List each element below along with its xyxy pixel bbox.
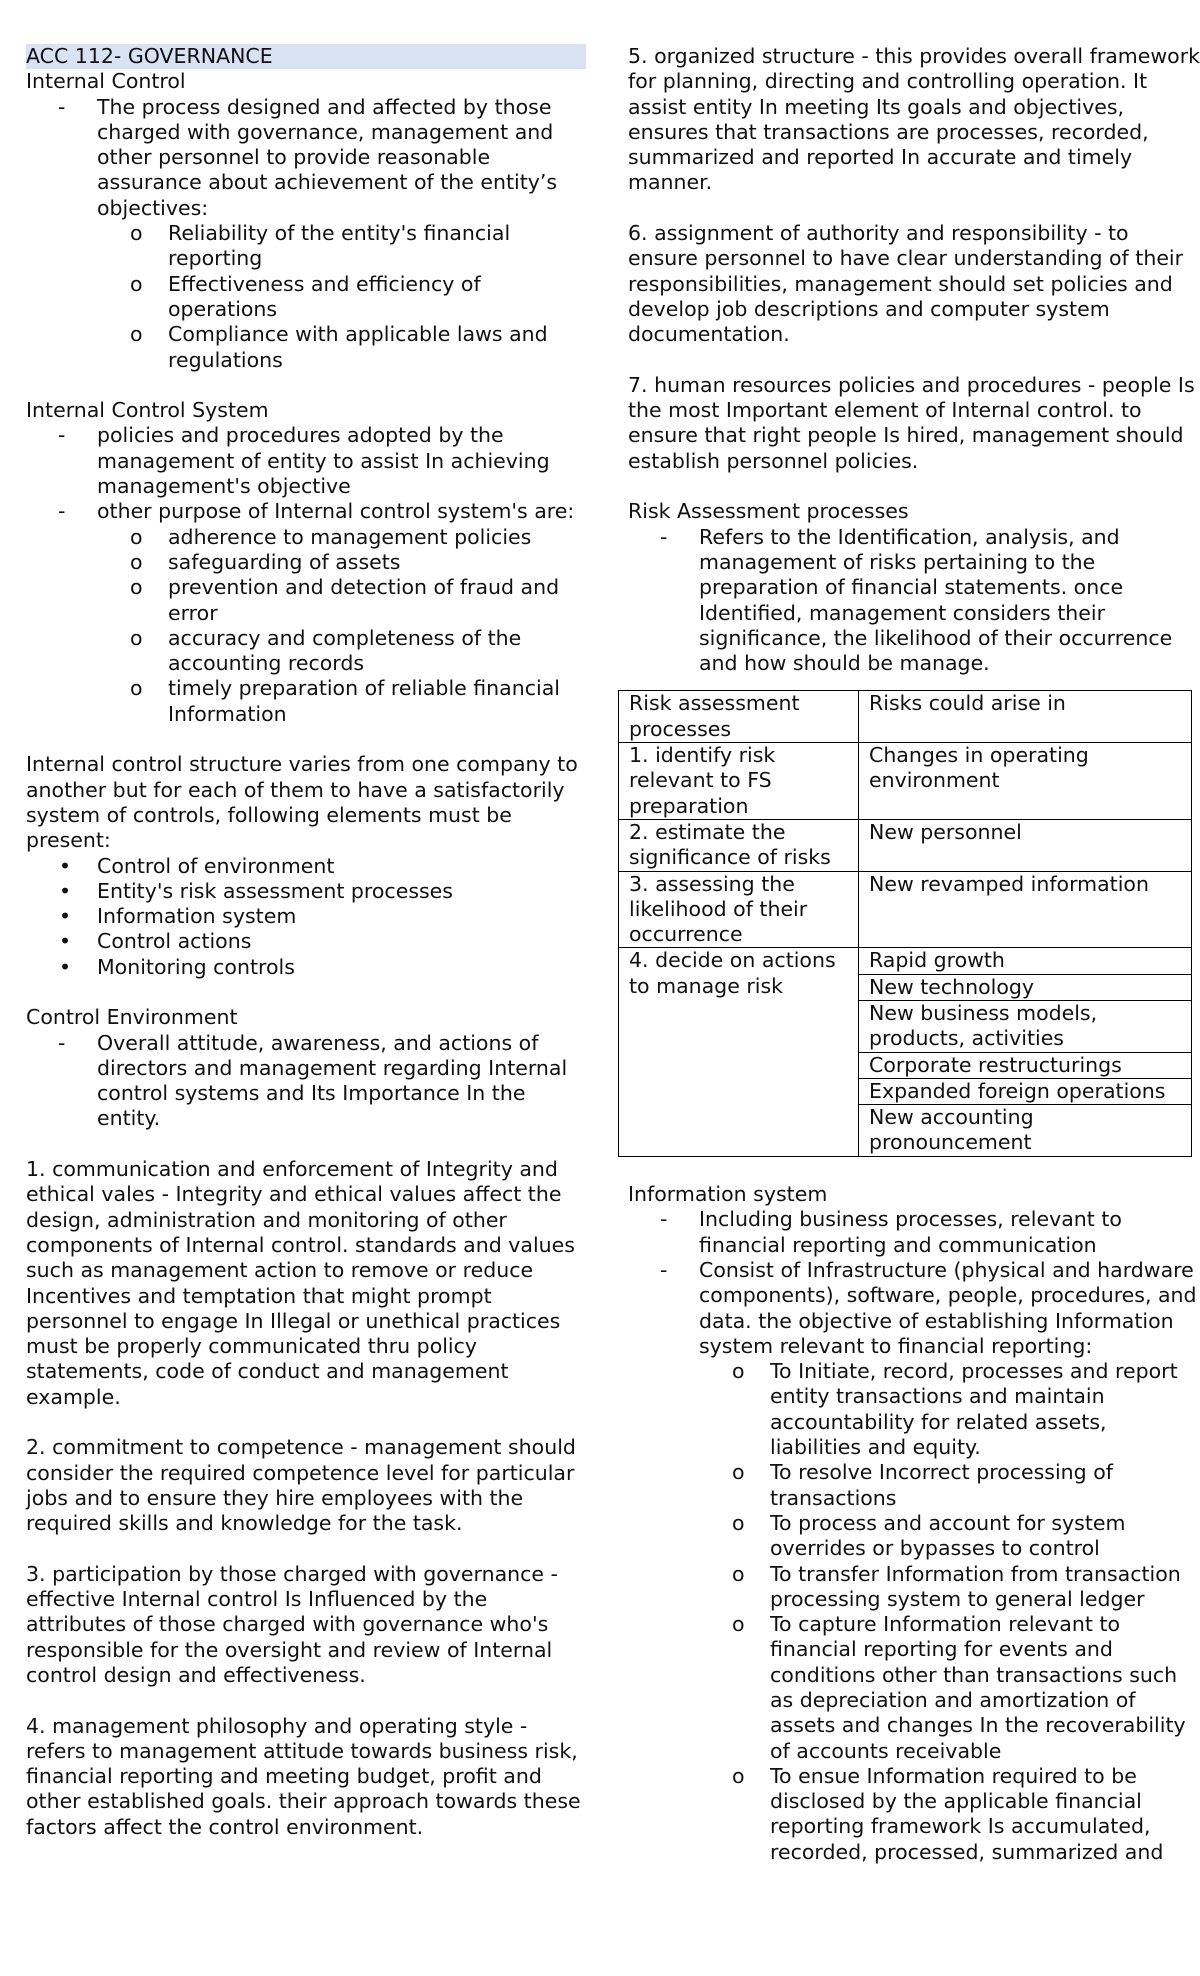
table-row bbox=[619, 871, 1192, 948]
risk-assessment-definition: Refers to the Identification, analysis, and management of risks pertaining to the preparation of financial statements. once Identified, management considers their significance, the likelihood of their occurrence and how should be manage. bbox=[699, 524, 1173, 676]
factor-paragraph: 1. communication and enforcement of Integrity and ethical vales - Integrity and ethical values affect the design, administration and monitoring of other components of Internal control. standards and values such as management action to remove or reduce Incentives and temptation that might prompt personnel to engage In Illegal or unethical practices must be properly communicated thru policy statements, code of conduct and management example. bbox=[26, 1157, 575, 1409]
table-cell: 3. assessing the likelihood of their occurrence bbox=[619, 871, 859, 948]
factor-paragraph: 4. management philosophy and operating style - refers to management attitude towards business risk, financial reporting and meeting budget, profit and other established goals. their approach towards these factors affect the control environment. bbox=[26, 1713, 581, 1839]
factor-paragraph: 6. assignment of authority and responsibility - to ensure personnel to have clear understanding of their responsibilities, management should set policies and develop job descriptions and computer system documentation. bbox=[628, 221, 1184, 347]
circle-marker: o bbox=[130, 322, 143, 347]
table-cell: New personnel bbox=[859, 819, 1192, 871]
element-text: Control of environment bbox=[97, 853, 335, 878]
list-item bbox=[26, 221, 586, 272]
document-title: ACC 112- GOVERNANCE bbox=[26, 44, 586, 69]
table-row bbox=[619, 948, 1192, 974]
table-cell: Risks could arise in bbox=[859, 691, 1192, 743]
list-item bbox=[26, 95, 586, 221]
bullet-marker: • bbox=[59, 954, 72, 979]
dash-marker: - bbox=[660, 1257, 668, 1282]
circle-marker: o bbox=[732, 1763, 745, 1788]
element-text: Control actions bbox=[97, 929, 252, 954]
objective-text: Reliability of the entity's financial reporting bbox=[168, 221, 511, 271]
circle-marker: o bbox=[130, 676, 143, 701]
purpose-text: prevention and detection of fraud and error bbox=[168, 575, 560, 625]
circle-marker: o bbox=[130, 625, 143, 650]
internal-control-heading: Internal Control bbox=[26, 69, 186, 94]
table-cell: Changes in operating environment bbox=[859, 743, 1192, 820]
objective-text: Effectiveness and efficiency of operations bbox=[168, 271, 481, 321]
circle-marker: o bbox=[732, 1359, 745, 1384]
table-cell: New revamped information bbox=[859, 871, 1192, 948]
circle-marker: o bbox=[130, 221, 143, 246]
circle-marker: o bbox=[130, 549, 143, 574]
table-cell: Expanded foreign operations bbox=[859, 1078, 1192, 1104]
circle-marker: o bbox=[732, 1561, 745, 1586]
dash-marker: - bbox=[660, 524, 668, 549]
table-row bbox=[619, 691, 1192, 743]
control-environment-heading: Control Environment bbox=[26, 1005, 238, 1030]
ics-heading: Internal Control System bbox=[26, 398, 269, 423]
table-cell: 2. estimate the significance of risks bbox=[619, 819, 859, 871]
circle-marker: o bbox=[130, 271, 143, 296]
table-cell: Risk assessment processes bbox=[619, 691, 859, 743]
dash-marker: - bbox=[660, 1207, 668, 1232]
list-item bbox=[26, 904, 586, 929]
factor-paragraph: 7. human resources policies and procedures - people Is the most Important element of Internal control. to ensure that right people Is hired, management should establish personnel policies. bbox=[628, 372, 1195, 473]
list-item bbox=[628, 1612, 1200, 1764]
info-objective-text: To process and account for system overrides or bypasses to control bbox=[770, 1510, 1126, 1561]
table-cell: New business models, products, activities bbox=[859, 1000, 1192, 1052]
list-item bbox=[26, 272, 586, 323]
ics-item-text: policies and procedures adopted by the management of entity to assist In achieving management's objective bbox=[97, 423, 550, 499]
list-item bbox=[26, 423, 586, 499]
dash-marker: - bbox=[58, 499, 66, 524]
list-item bbox=[628, 1359, 1200, 1460]
internal-control-definition: The process designed and affected by those charged with governance, management and other personnel to provide reasonable assurance about achievement of the entity’s objectives: bbox=[97, 94, 558, 220]
control-environment-definition: Overall attitude, awareness, and actions of directors and management regarding Internal control systems and Its Importance In the entity. bbox=[97, 1030, 568, 1131]
table-row bbox=[619, 819, 1192, 871]
list-item bbox=[26, 676, 586, 727]
info-objective-text: To resolve Incorrect processing of transactions bbox=[770, 1460, 1113, 1510]
circle-marker: o bbox=[732, 1510, 745, 1535]
list-item bbox=[628, 1764, 1200, 1865]
list-item bbox=[26, 322, 586, 373]
list-item bbox=[628, 525, 1200, 677]
circle-marker: o bbox=[130, 524, 143, 549]
bullet-marker: • bbox=[59, 929, 72, 954]
element-text: Information system bbox=[97, 904, 297, 929]
list-item bbox=[628, 1460, 1200, 1511]
purpose-text: accuracy and completeness of the accounting records bbox=[168, 625, 522, 676]
purpose-text: adherence to management policies bbox=[168, 524, 532, 549]
structure-intro: Internal control structure varies from one company to another but for each of them to have a satisfactorily system of controls, following elements must be present: bbox=[26, 752, 578, 853]
list-item bbox=[26, 955, 586, 980]
info-objective-text: To ensue Information required to be disclosed by the applicable financial reporting framework Is accumulated, recorded, processed, summarized and bbox=[770, 1763, 1164, 1864]
element-text: Entity's risk assessment processes bbox=[97, 878, 453, 903]
list-item bbox=[26, 550, 586, 575]
list-item bbox=[26, 626, 586, 677]
bullet-marker: • bbox=[59, 878, 72, 903]
list-item bbox=[26, 929, 586, 954]
info-objective-text: To Initiate, record, processes and report entity transactions and maintain accountability for related assets, liabilities and equity. bbox=[770, 1359, 1178, 1460]
information-system-heading: Information system bbox=[628, 1182, 828, 1207]
factor-paragraph: 3. participation by those charged with governance - effective Internal control Is Influenced by the attributes of those charged with governance who's responsible for the oversight and review of Internal control design and effectiveness. bbox=[26, 1561, 558, 1687]
info-system-item-text: Consist of Infrastructure (physical and hardware components), software, people, procedures, and data. the objective of establishing Information system relevant to financial reporting: bbox=[699, 1257, 1197, 1358]
info-system-item-text: Including business processes, relevant to financial reporting and communication bbox=[699, 1207, 1122, 1257]
objective-text: Compliance with applicable laws and regulations bbox=[168, 322, 548, 372]
ics-item-text: other purpose of Internal control system's are: bbox=[97, 499, 575, 524]
factor-paragraph: 5. organized structure - this provides overall framework for planning, directing and controlling operation. It assist entity In meeting Its goals and objectives, ensures that transactions are processes, recorded, summarized and reported In accurate and timely manner. bbox=[628, 44, 1200, 195]
purpose-text: safeguarding of assets bbox=[168, 549, 401, 574]
list-item bbox=[628, 1207, 1200, 1258]
circle-marker: o bbox=[732, 1460, 745, 1485]
table-row bbox=[619, 743, 1192, 820]
table-cell: New technology bbox=[859, 974, 1192, 1000]
dash-marker: - bbox=[58, 94, 66, 119]
element-text: Monitoring controls bbox=[97, 954, 295, 979]
factor-paragraph: 2. commitment to competence - management should consider the required competence level for particular jobs and to ensure they hire employees with the required skills and knowledge for the task. bbox=[26, 1435, 576, 1536]
list-item bbox=[26, 854, 586, 879]
table-cell: 1. identify risk relevant to FS preparation bbox=[619, 743, 859, 820]
purpose-text: timely preparation of reliable financial Information bbox=[168, 676, 560, 726]
list-item bbox=[26, 575, 586, 626]
circle-marker: o bbox=[732, 1612, 745, 1637]
risk-assessment-heading: Risk Assessment processes bbox=[628, 499, 909, 524]
info-objective-text: To capture Information relevant to financial reporting for events and conditions other than transactions such as depreciation and amortization of assets and changes In the recoverability of accounts receivable bbox=[770, 1612, 1186, 1763]
list-item bbox=[26, 525, 586, 550]
list-item bbox=[26, 499, 586, 524]
list-item bbox=[26, 1031, 586, 1132]
list-item bbox=[26, 879, 586, 904]
info-objective-text: To transfer Information from transaction processing system to general ledger bbox=[770, 1561, 1181, 1611]
list-item bbox=[628, 1258, 1200, 1359]
dash-marker: - bbox=[58, 1030, 66, 1055]
table-cell: Corporate restructurings bbox=[859, 1052, 1192, 1078]
table-cell: 4. decide on actions to manage risk bbox=[619, 948, 859, 1156]
list-item bbox=[628, 1562, 1200, 1613]
dash-marker: - bbox=[58, 423, 66, 448]
bullet-marker: • bbox=[59, 904, 72, 929]
bullet-marker: • bbox=[59, 853, 72, 878]
table-cell: Rapid growth bbox=[859, 948, 1192, 974]
right-column bbox=[628, 44, 1200, 1865]
risk-table bbox=[618, 690, 1192, 1156]
list-item bbox=[628, 1511, 1200, 1562]
left-column bbox=[26, 44, 586, 1840]
circle-marker: o bbox=[130, 575, 143, 600]
table-cell: New accounting pronouncement bbox=[859, 1105, 1192, 1157]
